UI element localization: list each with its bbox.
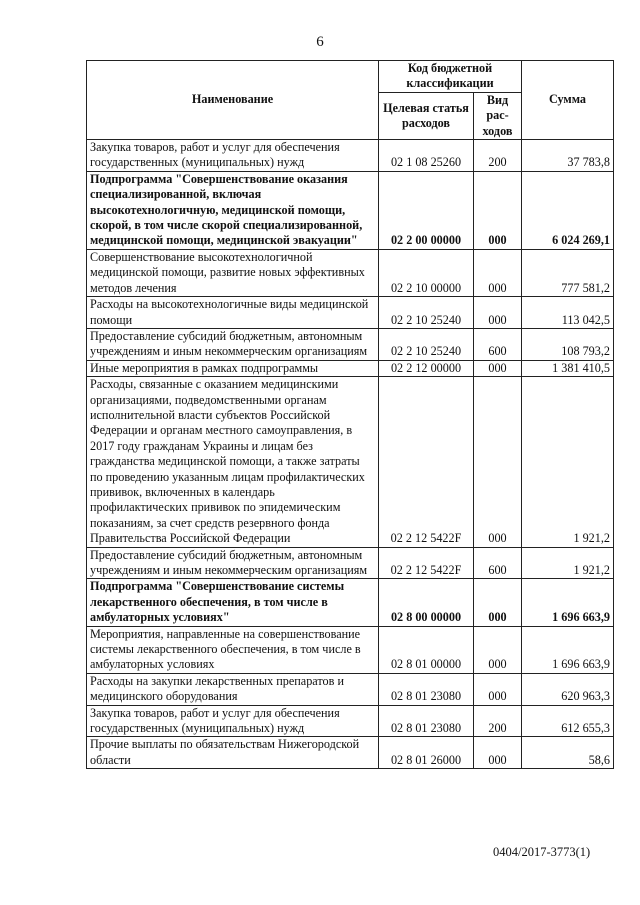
row-name: Подпрограмма "Совершенствование системы лекарственного обеспечения, в том числе в амбулаторных условиях" — [87, 579, 379, 626]
table-row — [87, 140, 614, 172]
document-code: 0404/2017-3773(1) — [493, 845, 591, 859]
table-row — [87, 328, 614, 360]
table-row — [87, 360, 614, 376]
row-kind: 600 — [474, 328, 522, 360]
header-target: Целевая статья расходов — [379, 92, 474, 139]
row-name: Расходы, связанные с оказанием медицинскими организациями, подведомственными органам исполнительной власти субъектов Российской Федерации и органам местного самоуправления, в 2017 году гражданам Украины и лицам без гражданства медицинской помощи, а также затраты по проведению указанным лицам профилактических прививок, включенных в календарь профилактических прививок по эпидемическим показаниям, за счет средств резервного фонда Правительства Российской Федерации — [87, 377, 379, 547]
table-row — [87, 579, 614, 626]
row-sum: 113 042,5 — [522, 297, 614, 329]
row-target: 02 2 12 5422F — [379, 377, 474, 547]
row-sum: 1 381 410,5 — [522, 360, 614, 376]
budget-table — [86, 60, 614, 769]
row-target: 02 2 00 00000 — [379, 171, 474, 249]
header-sum: Сумма — [522, 61, 614, 140]
row-target: 02 1 08 25260 — [379, 140, 474, 172]
header-kind: Вид рас-ходов — [474, 92, 522, 139]
row-sum: 1 921,2 — [522, 377, 614, 547]
row-name: Закупка товаров, работ и услуг для обеспечения государственных (муниципальных) нужд — [87, 705, 379, 737]
table-row — [87, 249, 614, 296]
row-name: Прочие выплаты по обязательствам Нижегородской области — [87, 737, 379, 769]
row-name: Иные мероприятия в рамках подпрограммы — [87, 360, 379, 376]
row-kind: 000 — [474, 297, 522, 329]
row-kind: 000 — [474, 579, 522, 626]
row-sum: 1 696 663,9 — [522, 626, 614, 673]
row-sum: 6 024 269,1 — [522, 171, 614, 249]
table-row — [87, 673, 614, 705]
table-header — [87, 61, 614, 140]
row-kind: 000 — [474, 171, 522, 249]
row-target: 02 2 12 5422F — [379, 547, 474, 579]
row-kind: 200 — [474, 705, 522, 737]
table-row — [87, 297, 614, 329]
row-name: Расходы на закупки лекарственных препаратов и медицинского оборудования — [87, 673, 379, 705]
table-body — [87, 140, 614, 769]
row-target: 02 2 10 25240 — [379, 297, 474, 329]
page-number: 6 — [316, 34, 324, 50]
row-name: Подпрограмма "Совершенствование оказания специализированной, включая высокотехнологичную, медицинской помощи, скорой, в том числе скорой специализированной, медицинской помощи, медицинской эвакуации" — [87, 171, 379, 249]
row-kind: 000 — [474, 360, 522, 376]
row-target: 02 2 10 25240 — [379, 328, 474, 360]
row-name: Предоставление субсидий бюджетным, автономным учреждениям и иным некоммерческим организациям — [87, 547, 379, 579]
table-row — [87, 171, 614, 249]
row-name: Совершенствование высокотехнологичной медицинской помощи, развитие новых эффективных методов лечения — [87, 249, 379, 296]
row-name: Закупка товаров, работ и услуг для обеспечения государственных (муниципальных) нужд — [87, 140, 379, 172]
row-target: 02 8 01 23080 — [379, 673, 474, 705]
row-target: 02 8 00 00000 — [379, 579, 474, 626]
row-name: Расходы на высокотехнологичные виды медицинской помощи — [87, 297, 379, 329]
row-target: 02 8 01 26000 — [379, 737, 474, 769]
row-kind: 000 — [474, 737, 522, 769]
row-kind: 600 — [474, 547, 522, 579]
row-sum: 108 793,2 — [522, 328, 614, 360]
row-target: 02 2 12 00000 — [379, 360, 474, 376]
row-sum: 37 783,8 — [522, 140, 614, 172]
row-sum: 620 963,3 — [522, 673, 614, 705]
row-target: 02 8 01 23080 — [379, 705, 474, 737]
row-sum: 612 655,3 — [522, 705, 614, 737]
row-name: Предоставление субсидий бюджетным, автономным учреждениям и иным некоммерческим организациям — [87, 328, 379, 360]
row-kind: 200 — [474, 140, 522, 172]
row-kind: 000 — [474, 249, 522, 296]
table-row — [87, 377, 614, 547]
row-sum: 777 581,2 — [522, 249, 614, 296]
header-code-group: Код бюджетной классификации — [379, 61, 522, 93]
row-target: 02 2 10 00000 — [379, 249, 474, 296]
header-name: Наименование — [87, 61, 379, 140]
row-name: Мероприятия, направленные на совершенствование системы лекарственного обеспечения, в том числе в амбулаторных условиях — [87, 626, 379, 673]
row-sum: 58,6 — [522, 737, 614, 769]
row-kind: 000 — [474, 673, 522, 705]
table-row — [87, 705, 614, 737]
row-sum: 1 921,2 — [522, 547, 614, 579]
row-kind: 000 — [474, 626, 522, 673]
row-kind: 000 — [474, 377, 522, 547]
table-row — [87, 626, 614, 673]
row-target: 02 8 01 00000 — [379, 626, 474, 673]
table-row — [87, 737, 614, 769]
table-row — [87, 547, 614, 579]
row-sum: 1 696 663,9 — [522, 579, 614, 626]
